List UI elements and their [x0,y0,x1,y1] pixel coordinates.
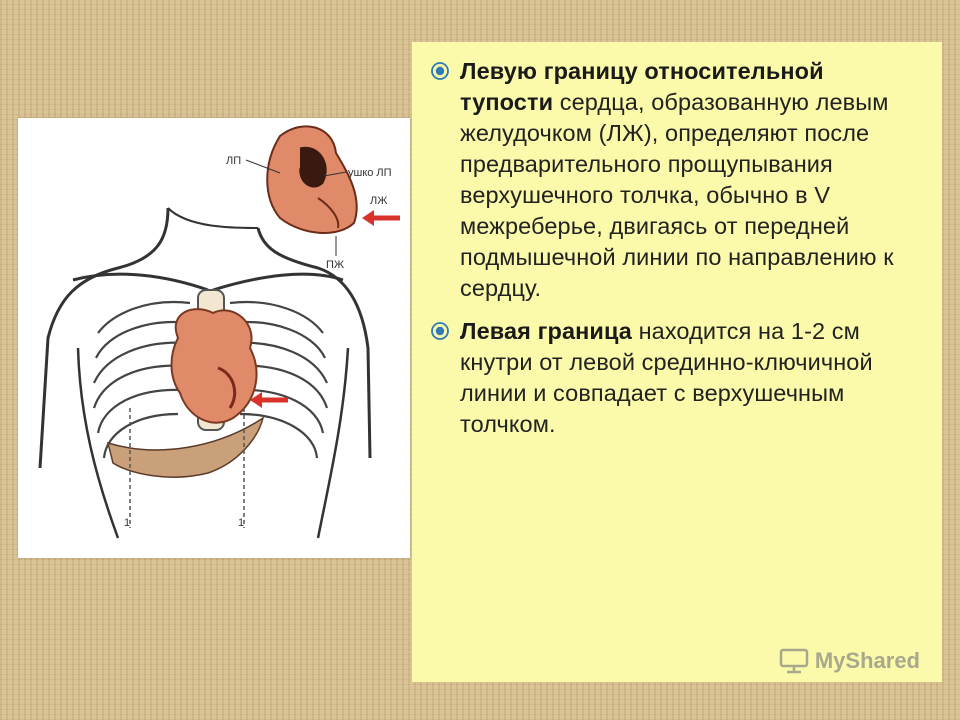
bullet-bold: Левая граница [460,318,632,344]
watermark [779,648,920,674]
chest-heart-illustration [18,118,410,558]
bullet-rest: находится на 1-2 см кнутри от левой срединно-ключичной линии и совпадает с верхушечным толчком. [460,318,873,437]
lzh-arrow [362,210,400,226]
label-lp: ЛП [226,155,242,167]
bullet-bold: Левую границу относительной тупости [460,58,824,115]
bullet-text [460,56,912,304]
anatomy-figure [18,118,410,558]
circle-bullet-icon [430,61,460,89]
presentation-board-icon [779,648,809,674]
bullet-item [430,56,912,304]
liver-area [108,418,263,477]
bullet-item [430,316,912,440]
text-panel [412,42,942,682]
circle-bullet-icon [430,321,460,349]
bullet-rest: сердца, образованную левым желудочком (ЛЖ), определяют после предварительного прощупывания верхушечного толчка, обычно в V межреберье, двигаясь от передней подмышечной линии по направлению к сердцу. [460,89,894,301]
label-ushko: ушко ЛП [348,167,392,179]
line-label-right: 1 [238,517,245,529]
isolated-heart [267,126,356,233]
bullet-text [460,316,912,440]
line-label-left: 1 [124,517,131,529]
label-pzh: ПЖ [326,259,345,271]
watermark-text: MyShared [814,648,920,673]
label-lzh: ЛЖ [370,195,388,207]
heart-in-chest [172,309,257,423]
